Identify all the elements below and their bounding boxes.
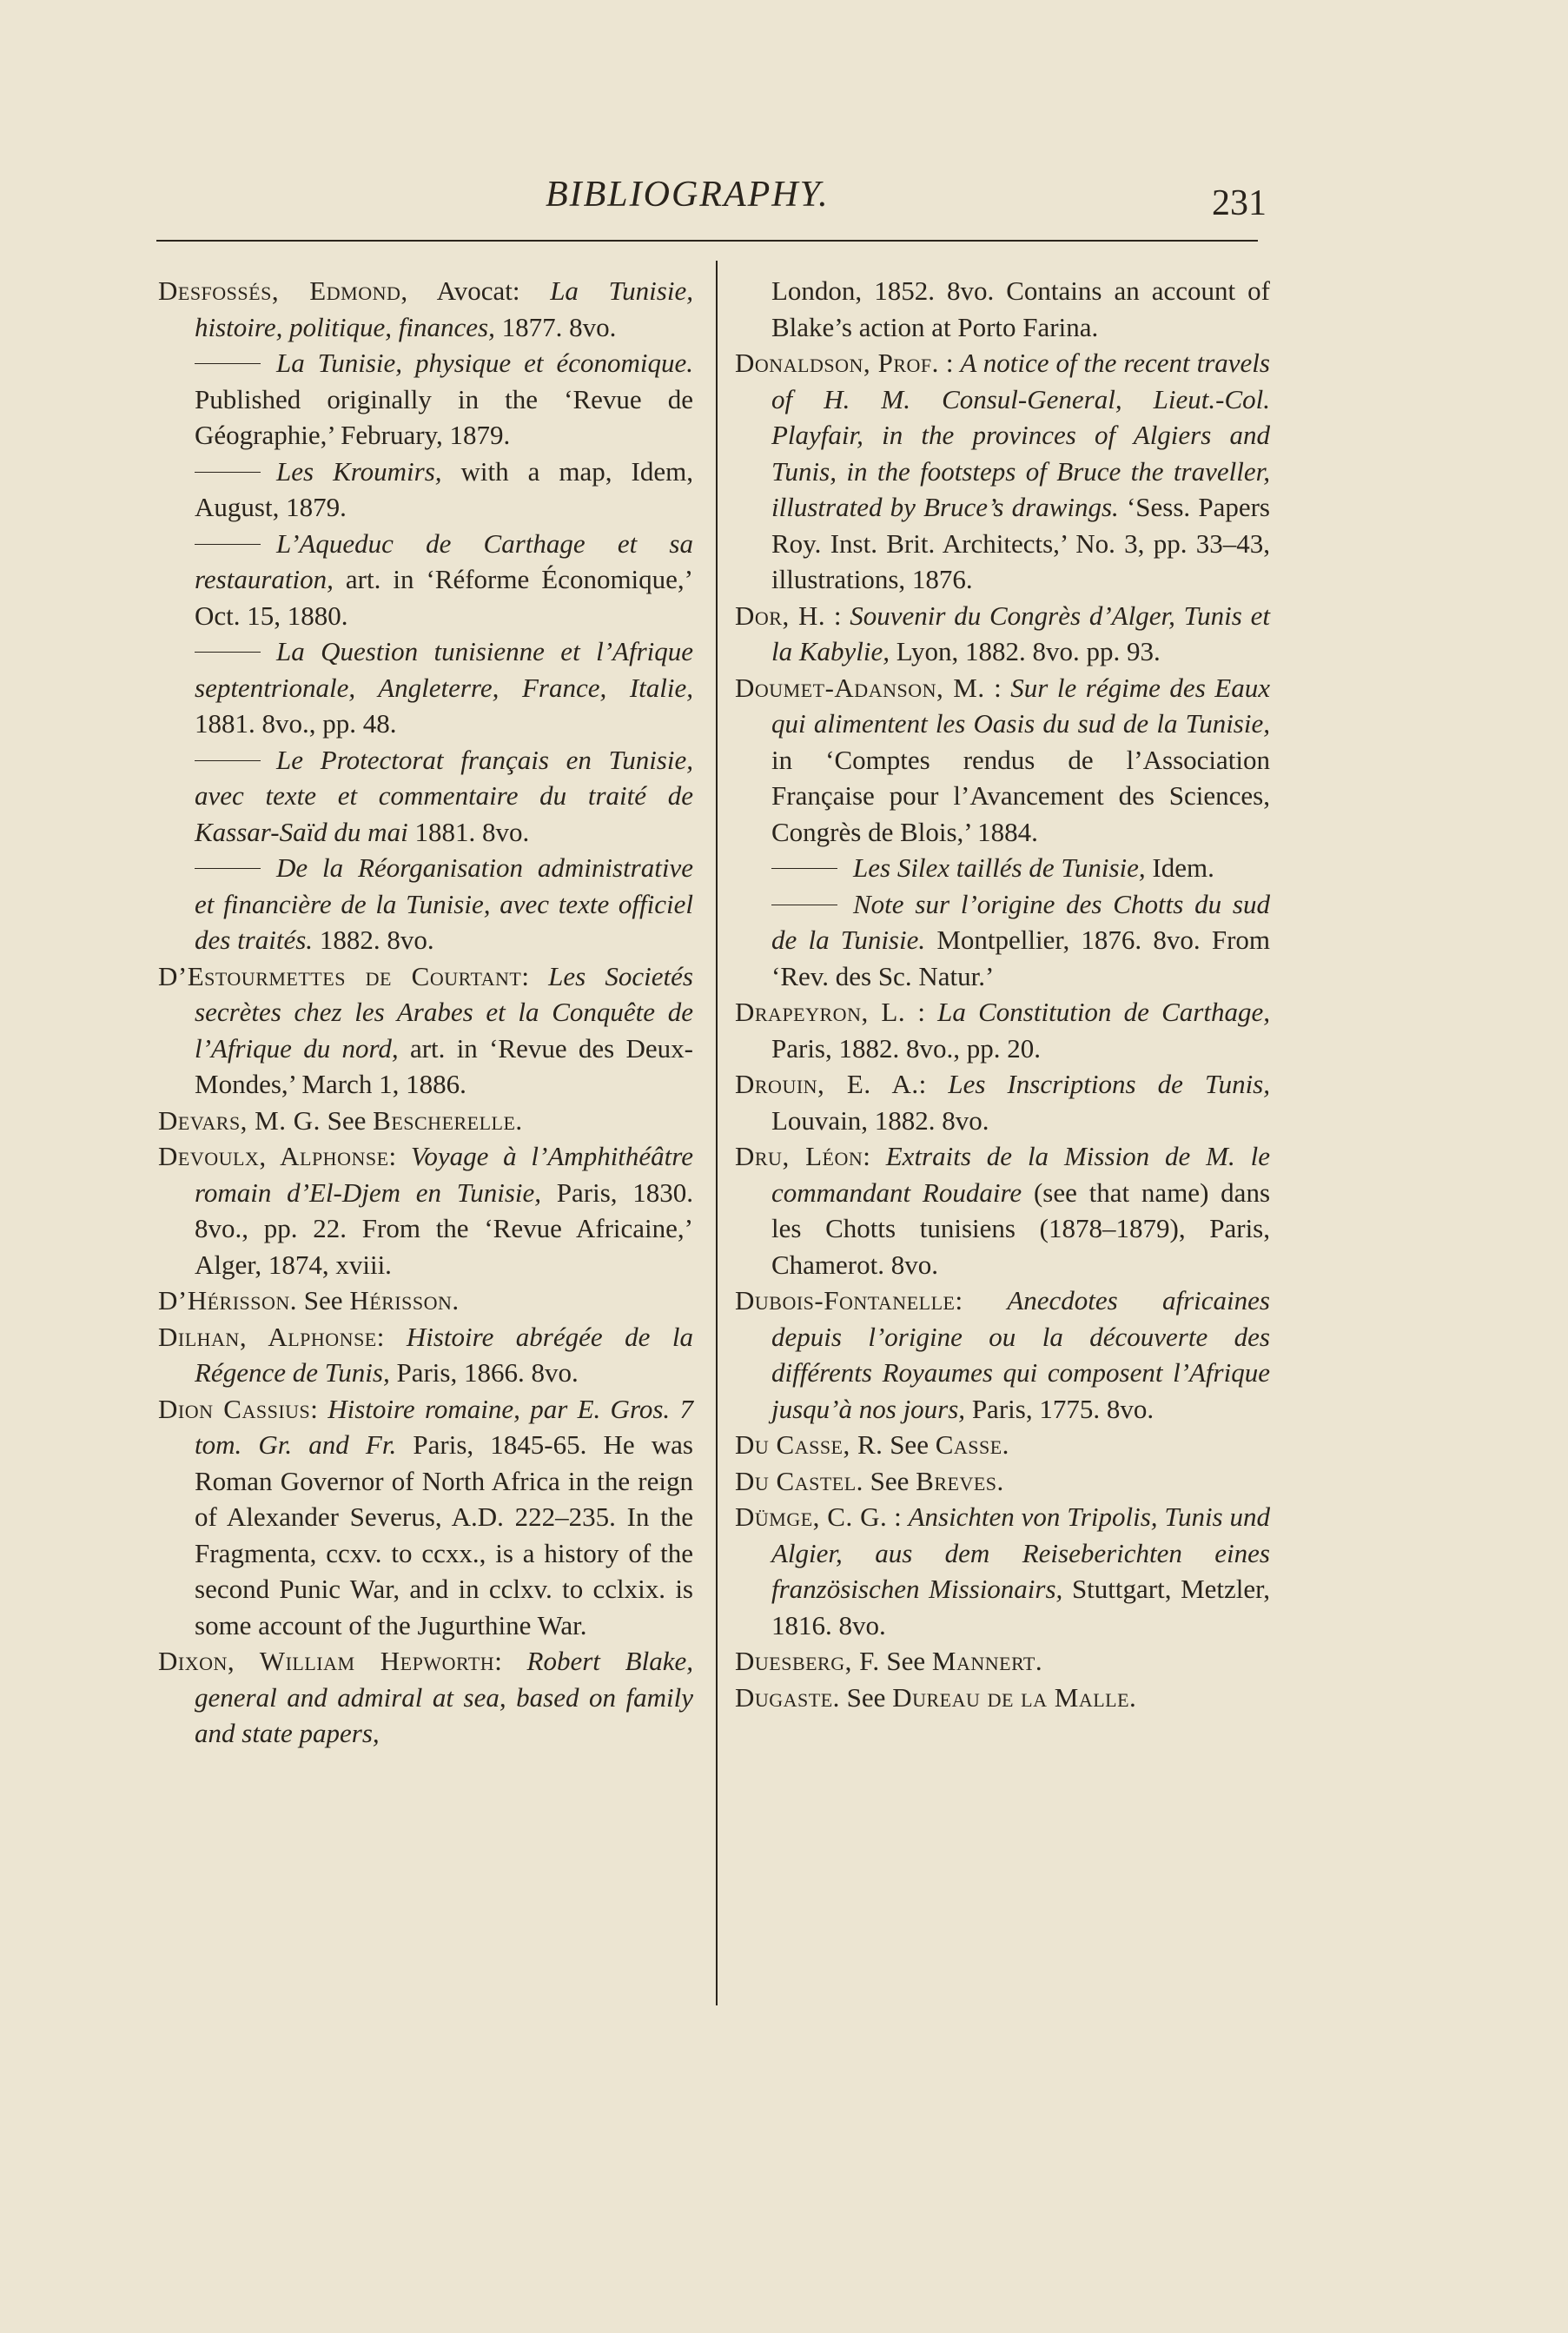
entry-text: :	[984, 672, 1011, 703]
bibliography-entry	[158, 1103, 693, 1139]
entry-title: Extraits de la Mission de M. le commandant Roudaire	[771, 1141, 1270, 1208]
entry-text: Lyon, 1882. 8vo. pp. 93.	[890, 636, 1161, 666]
bibliography-entry	[735, 1427, 1270, 1463]
bibliography-entry	[735, 994, 1270, 1066]
entry-text: Paris, 1845-65. He was Roman Governor of North Africa in the reign of Alexander Severus, A.D. 222–235. In the Fragmenta, ccxv. to ccxx., is a history of the second Punic War, and in cclxv. to cclxix. is some account of the Jugurthine War.	[195, 1429, 693, 1640]
entry-title: La Constitution de Carthage,	[937, 997, 1270, 1027]
ditto-dash	[195, 868, 261, 869]
bibliography-entry	[735, 1463, 1270, 1500]
entry-text: :	[521, 960, 549, 991]
bibliography-entry	[158, 1319, 693, 1391]
entry-text: in ‘Comptes rendus de l’Association Française pour l’Avancement des Sciences, Congrès de Blois,’ 1884.	[771, 744, 1270, 847]
entry-text: ‘Sess. Papers Roy. Inst. Brit. Architects,’ No. 3, pp. 33–43, illustrations, 1876.	[771, 492, 1270, 594]
entry-title: Le Protectorat français en Tunisie, avec texte et commentaire du traité de Kassar-Saïd du mai	[195, 744, 693, 847]
entry-text: 1877. 8vo.	[494, 311, 617, 342]
entry-text: See	[320, 1104, 374, 1136]
entry-title: Histoire abrégée de la Régence de Tunis,	[195, 1321, 693, 1388]
entry-cross-reference: Breves.	[916, 1465, 1004, 1496]
entry-title: La Question tunisienne et l’Afrique septentrionale, Angleterre, France, Italie,	[195, 636, 693, 703]
entry-text: Louvain, 1882. 8vo.	[771, 1104, 989, 1136]
bibliography-entry	[735, 1499, 1270, 1643]
entry-cross-reference: Hérisson.	[349, 1285, 460, 1316]
entry-text: with a map, Idem, August, 1879.	[195, 455, 693, 522]
entry-text: :	[863, 1141, 886, 1171]
entry-title: Ansichten von Tripolis, Tunis und Algier, aus dem Reiseberichten eines französischen Missionairs,	[771, 1501, 1270, 1604]
bibliography-entry	[158, 958, 693, 1103]
entry-author: Desfossés, Edmond,	[158, 275, 408, 306]
entry-text: Montpellier, 1876. 8vo. From ‘Rev. des Sc. Natur.’	[771, 925, 1271, 991]
entry-author: Devars, M. G.	[158, 1104, 321, 1136]
entry-text: :	[918, 1069, 949, 1099]
entry-text: 1881. 8vo.	[407, 816, 530, 847]
ditto-dash	[195, 544, 261, 545]
bibliography-entry	[735, 273, 1270, 345]
bibliography-entry	[158, 1138, 693, 1282]
running-head	[0, 174, 1568, 226]
entry-text: See	[297, 1285, 350, 1316]
entry-text: 1882. 8vo.	[313, 925, 434, 955]
left-column	[158, 273, 693, 1752]
entry-text: :	[494, 1646, 527, 1676]
entry-title: Les Inscriptions de Tunis,	[948, 1069, 1270, 1099]
entry-text: :	[825, 600, 850, 631]
entry-text: :	[388, 1141, 411, 1171]
entry-text: 1881. 8vo., pp. 48.	[195, 708, 397, 739]
entry-author: Dilhan, Alphonse	[158, 1321, 377, 1352]
entry-text: See	[863, 1465, 916, 1496]
header-rule	[156, 240, 1258, 242]
entry-text: Paris, 1866. 8vo.	[389, 1357, 579, 1388]
entry-title: Robert Blake, general and admiral at sea, based on family and state papers,	[195, 1646, 693, 1748]
entry-author: Duesberg, F.	[735, 1646, 880, 1676]
entry-author: Du Castel.	[735, 1465, 863, 1496]
entry-title: De la Réorganisation administrative et financière de la Tunisie, avec texte officiel des traités.	[195, 852, 693, 955]
entry-author: D’Hérisson.	[158, 1285, 298, 1316]
entry-author: Devoulx, Alphonse	[158, 1141, 389, 1171]
entry-cross-reference: Dureau de la Malle.	[892, 1681, 1137, 1713]
entry-author: Dor, H.	[735, 600, 826, 631]
entry-title: Anecdotes africaines depuis l’origine ou la découverte des différents Royaumes qui composent l’Afrique jusqu’à nos jours,	[771, 1285, 1270, 1424]
entry-author: Dixon, William Hepworth	[158, 1646, 495, 1676]
entry-author: Drouin, E. A.	[735, 1069, 919, 1099]
entry-author: Doumet-Adanson, M.	[735, 672, 985, 703]
column-divider	[716, 261, 718, 2005]
bibliography-entry	[735, 850, 1270, 886]
bibliography-entry	[735, 598, 1270, 670]
entry-author: Dubois-Fontanelle	[735, 1285, 956, 1316]
entry-title: A notice of the recent travels of H. M. Consul-General, Lieut.-Col. Playfair, in the provinces of Algiers and Tunis, in the footsteps of Bruce the traveller, illustrated by Bruce’s drawings.	[771, 348, 1270, 522]
entry-title: La Tunisie, physique et économique.	[276, 348, 693, 378]
entry-author: Drapeyron, L.	[735, 997, 906, 1027]
entry-title: Voyage à l’Amphithéâtre romain d’El-Djem en Tunisie,	[195, 1141, 693, 1208]
entry-text: Avocat:	[407, 275, 551, 306]
entry-text: See	[879, 1646, 932, 1676]
entry-text: Paris, 1830. 8vo., pp. 22. From the ‘Revue Africaine,’ Alger, 1874, xviii.	[195, 1176, 694, 1280]
entry-text: :	[905, 997, 938, 1027]
bibliography-entry	[158, 1282, 693, 1319]
entry-title: Sur le régime des Eaux qui alimentent les Oasis du sud de la Tunisie,	[771, 672, 1270, 739]
entry-author: Dugaste.	[735, 1681, 840, 1713]
entry-cross-reference: Bescherelle.	[373, 1104, 523, 1136]
entry-text: :	[310, 1393, 328, 1424]
entry-author: Dümge, C. G.	[735, 1501, 888, 1532]
bibliography-entry	[735, 1138, 1270, 1282]
bibliography-entry	[158, 1391, 693, 1644]
entry-text: See	[839, 1681, 893, 1713]
entry-title: Les Kroumirs,	[276, 455, 442, 487]
entry-author: Donaldson, Prof.	[735, 348, 939, 378]
entry-author: D’Estourmettes de Courtant	[158, 960, 522, 991]
entry-title: La Tunisie, histoire, politique, finances,	[195, 275, 693, 342]
bibliography-entry	[735, 886, 1270, 995]
entry-author: Dru, Léon	[735, 1141, 863, 1171]
entry-title: Note sur l’origine des Chotts du sud de la Tunisie.	[771, 888, 1270, 955]
entry-text: art. in ‘Réforme Économique,’ Oct. 15, 1880.	[195, 564, 693, 631]
entry-text: :	[376, 1321, 407, 1352]
entry-title: Les Silex taillés de Tunisie,	[853, 852, 1146, 883]
entry-text: :	[955, 1285, 1008, 1316]
entry-text: See	[883, 1429, 936, 1460]
entry-title: Les Societés secrètes chez les Arabes et la Conquête de l’Afrique du nord,	[195, 960, 693, 1064]
bibliography-entry	[735, 1680, 1270, 1716]
entry-text: art. in ‘Revue des Deux-Mondes,’ March 1, 1886.	[195, 1032, 693, 1099]
bibliography-entry	[735, 670, 1270, 851]
bibliography-entry	[158, 850, 693, 958]
entry-text: Paris, 1882. 8vo., pp. 20.	[771, 1032, 1041, 1064]
entry-title: Souvenir du Congrès d’Alger, Tunis et la Kabylie,	[771, 600, 1270, 666]
bibliography-entry	[735, 1643, 1270, 1680]
bibliography-entry	[158, 742, 693, 851]
right-column	[735, 273, 1270, 1715]
bibliography-entry	[735, 345, 1270, 598]
entry-title: L’Aqueduc de Carthage et sa restauration,	[195, 527, 693, 594]
bibliography-entry	[158, 273, 693, 345]
entry-author: Du Casse, R.	[735, 1429, 883, 1460]
bibliography-entry	[158, 345, 693, 454]
running-title: BIBLIOGRAPHY.	[546, 175, 830, 215]
bibliography-entry	[735, 1282, 1270, 1427]
bibliography-entry	[158, 1643, 693, 1752]
entry-text: Published originally in the ‘Revue de Géographie,’ February, 1879.	[195, 383, 693, 450]
bibliography-entry	[158, 633, 693, 742]
entry-text: (see that name) dans les Chotts tunisiens (1878–1879), Paris, Chamerot. 8vo.	[771, 1176, 1271, 1280]
entry-title: Histoire romaine, par E. Gros. 7 tom. Gr. and Fr.	[195, 1393, 693, 1460]
ditto-dash	[195, 760, 261, 761]
entry-cross-reference: Casse.	[935, 1429, 1009, 1460]
entry-text: :	[938, 348, 961, 378]
entry-cross-reference: Mannert.	[931, 1646, 1043, 1676]
entry-text: :	[887, 1501, 909, 1532]
entry-text: Paris, 1775. 8vo.	[965, 1393, 1154, 1424]
ditto-dash	[195, 472, 261, 473]
bibliography-entry	[735, 1066, 1270, 1138]
entry-text: London, 1852. 8vo. Contains an account of Blake’s action at Porto Farina.	[771, 275, 1270, 342]
entry-text: Idem.	[1145, 852, 1214, 883]
ditto-dash	[195, 652, 261, 653]
page-number: 231	[1212, 183, 1267, 223]
entry-author: Dion Cassius	[158, 1393, 311, 1424]
bibliography-entry	[158, 454, 693, 526]
ditto-dash	[195, 363, 261, 364]
bibliography-entry	[158, 526, 693, 634]
entry-text: Stuttgart, Metzler, 1816. 8vo.	[771, 1574, 1270, 1640]
ditto-dash	[771, 868, 837, 869]
